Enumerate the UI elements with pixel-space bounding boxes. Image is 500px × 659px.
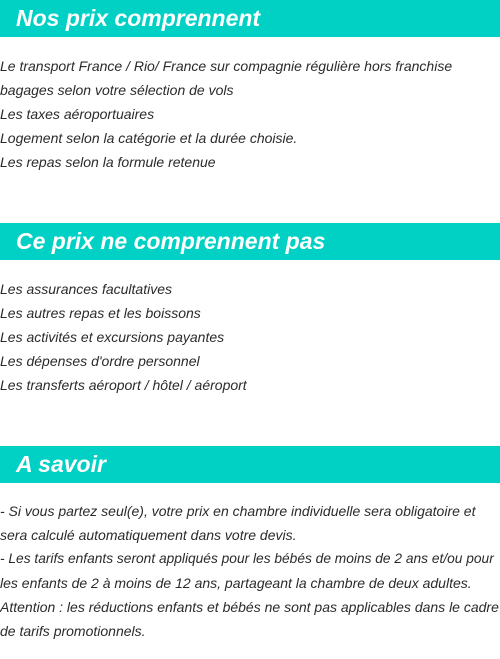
- list-item: Les dépenses d'ordre personnel: [0, 353, 200, 369]
- info-line: - Les tarifs enfants seront appliqués pour les bébés de moins de 2 ans et/ou pour: [0, 551, 494, 566]
- list-item: Les taxes aéroportuaires: [0, 106, 155, 122]
- info-line: les enfants de 2 à moins de 12 ans, partageant la chambre de deux adultes.: [0, 575, 472, 591]
- list-item: Le transport France / Rio/ France sur compagnie régulière hors franchise: [0, 58, 453, 74]
- excluded-list: [0, 277, 500, 397]
- section-title-excluded: Ce prix ne comprennent pas: [16, 228, 326, 254]
- info-line: Attention : les réductions enfants et bébés ne sont pas applicables dans le cadre: [0, 599, 499, 615]
- list-item: Les activités et excursions payantes: [0, 329, 225, 345]
- list-item: bagages selon votre sélection de vols: [0, 82, 234, 98]
- list-item: Les assurances facultatives: [0, 281, 172, 297]
- list-item: Les transferts aéroport / hôtel / aéroport: [0, 377, 247, 393]
- section-title-info: A savoir: [16, 451, 106, 477]
- info-line: de tarifs promotionnels.: [0, 623, 146, 639]
- info-line: - Si vous partez seul(e), votre prix en chambre individuelle sera obligatoire et: [0, 503, 476, 519]
- list-item: Les repas selon la formule retenue: [0, 154, 216, 170]
- section-header-info: [0, 446, 500, 483]
- included-list: [0, 54, 500, 174]
- section-header-included: [0, 0, 500, 37]
- info-line: sera calculé automatiquement dans votre devis.: [0, 527, 297, 543]
- info-text: [0, 499, 500, 643]
- list-item: Logement selon la catégorie et la durée choisie.: [0, 130, 298, 146]
- list-item: Les autres repas et les boissons: [0, 305, 201, 321]
- section-header-excluded: [0, 223, 500, 260]
- section-title-included: Nos prix comprennent: [16, 5, 261, 31]
